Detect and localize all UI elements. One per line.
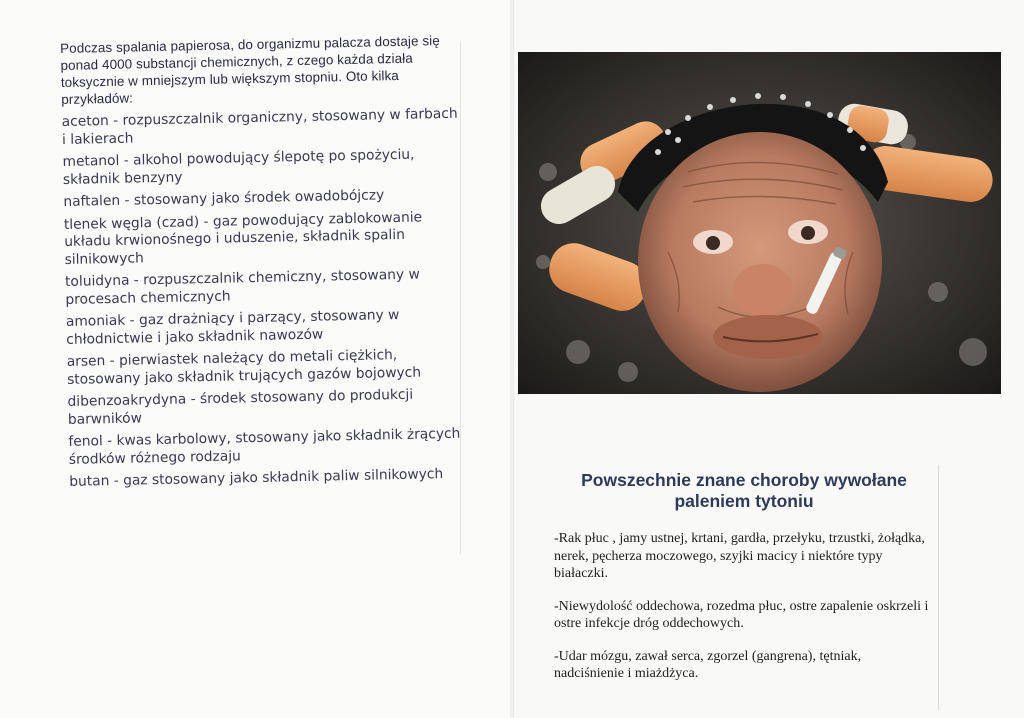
substance-item: toluidyna - rozpuszczalnik chemiczny, stosowany w procesach chemicznych bbox=[64, 266, 420, 308]
intro-paragraph: Podczas spalania papierosa, do organizmu palacza dostaje się ponad 4000 substancji chemicznych, z czego każda działa toksycznie w mniejszym lub większym stopniu. Oto kilka przykładów: bbox=[60, 33, 440, 107]
diseases-title: Powszechnie znane choroby wywołane paleniem tytoniu bbox=[581, 470, 907, 511]
disease-item: -Niewydolość oddechowa, rozedma płuc, ostre zapalenie oskrzeli i ostre infekcje dróg oddechowych. bbox=[554, 598, 929, 631]
substances-section bbox=[60, 32, 469, 497]
elderly-woman-smoking-photo bbox=[518, 52, 1001, 394]
disease-item: -Rak płuc , jamy ustnej, krtani, gardła, przełyku, trzustki, żołądka, nerek, pęcherza moczowego, szyjki macicy i niektóre typy białaczki. bbox=[554, 531, 925, 581]
diseases-section bbox=[548, 462, 940, 712]
substance-item: tlenek węgla (czad) - gaz powodujący zablokowanie układu krwionośnego i uduszenie, składnik spalin silnikowych bbox=[63, 208, 423, 268]
substance-item: fenol - kwas karbolowy, stosowany jako składnik żrących środków różnego rodzaju bbox=[68, 425, 461, 468]
substance-item: arsen - pierwiastek należący do metali ciężkich, stosowany jako składnik trujących gazów bojowych bbox=[66, 347, 422, 388]
substance-item: butan - gaz stosowany jako składnik paliw silnikowych bbox=[69, 466, 444, 490]
substance-item: dibenzoakrydyna - środek stosowany do produkcji barwników bbox=[67, 386, 414, 428]
substance-item: metanol - alkohol powodujący ślepotę po spożyciu, składnik benzyny bbox=[62, 146, 415, 188]
substance-item: aceton - rozpuszczalnik organiczny, stosowany w farbach i lakierach bbox=[61, 105, 458, 148]
page-fold bbox=[510, 0, 514, 718]
substance-item: naftalen - stosowany jako środek owadobójczy bbox=[63, 187, 385, 210]
substance-item: amoniak - gaz drażniący i parzący, stosowany w chłodnictwie i jako składnik nawozów bbox=[65, 306, 400, 348]
disease-item: -Udar mózgu, zawał serca, zgorzel (gangrena), tętniak, nadciśnienie i miażdżyca. bbox=[554, 648, 862, 681]
